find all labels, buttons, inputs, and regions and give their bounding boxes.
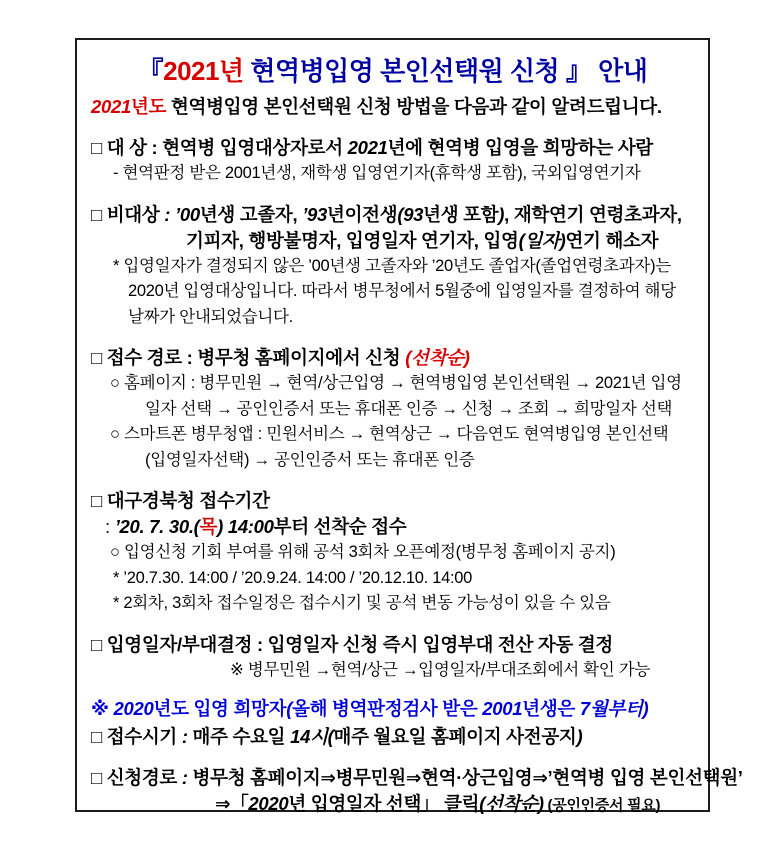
route-heading: □ 접수 경로 : 병무청 홈페이지에서 신청 (선착순) (91, 347, 470, 368)
nontarget-note-3: 날짜가 안내되었습니다. (128, 307, 293, 326)
nontarget-note-1: * 입영일자가 결정되지 않은 ’00년생 고졸자와 ’20년도 졸업자(졸업연령초과자)는 (113, 256, 671, 275)
route-app-step-2: (입영일자선택) → 공인인증서 또는 휴대폰 인증 (145, 450, 475, 469)
intro-line: 2021년도 현역병입영 본인선택원 신청 방법을 다음과 같이 알려드립니다. (91, 96, 662, 117)
decision-check-line: ※ 병무민원 →현역/상근 →입영일자/부대조회에서 확인 가능 (230, 660, 650, 679)
nontarget-continuation: 기피자, 행방불명자, 입영일자 연기자, 입영(일자)연기 해소자 (186, 229, 659, 251)
target-detail: - 현역판정 받은 2001년생, 재학생 입영연기자(휴학생 포함), 국외입영연기자 (113, 164, 641, 182)
route-app-step-1: ○ 스마트폰 병무청앱 : 민원서비스 → 현역상근 → 다음연도 현역병입영 본인선택 (110, 425, 669, 443)
target-heading: □ 대 상 : 현역병 입영대상자로서 2021년에 현역병 입영을 희망하는 사람 (91, 137, 653, 158)
route-web-step-2: 일자 선택 → 공인인증서 또는 휴대폰 인증 → 신청 → 조회 → 희망일자 선택 (145, 399, 673, 418)
receive-time-line: □ 접수시기 : 매주 수요일 14시(매주 월요일 홈페이지 사전공지) (91, 726, 583, 747)
period-rounds-line: * ’20.7.30. 14:00 / ’20.9.24. 14:00 / ’20.12.10. 14:00 (113, 568, 473, 587)
note-2020-applicants: ※ 2020년도 입영 희망자(올해 병역판정검사 받은 2001년생은 7월부터) (91, 698, 649, 719)
period-heading: □ 대구경북청 접수기간 (91, 490, 270, 511)
decision-heading: □ 입영일자/부대결정 : 입영일자 신청 즉시 입영부대 전산 자동 결정 (91, 633, 613, 655)
period-open-line: ○ 입영신청 기회 부여를 위해 공석 3회차 오픈예정(병무청 홈페이지 공지) (110, 543, 616, 561)
nontarget-note-2: 2020년 입영대상입니다. 따라서 병무청에서 5월중에 입영일자를 결정하여 해당 (128, 282, 676, 300)
period-date-line: : ’20. 7. 30.(목) 14:00부터 선착순 접수 (105, 516, 407, 537)
apply-path-heading: □ 신청경로 : 병무청 홈페이지⇒병무민원⇒현역·상근입영⇒’현역병 입영 본인선택원’ (91, 767, 743, 788)
apply-path-continuation: ⇒「2020년 입영일자 선택」 클릭(선착순) (공인인증서 필요) (215, 793, 661, 814)
route-web-step-1: ○ 홈페이지 : 병무민원 → 현역/상근입영 → 현역병입영 본인선택원 → 2021년 입영 (110, 374, 682, 392)
nontarget-heading: □ 비대상 : ’00년생 고졸자, ’93년이전생(93년생 포함), 재학연기 연령초과자, (91, 203, 682, 225)
notice-title: 『2021년 현역병입영 본인선택원 신청 』 안내 (137, 56, 648, 86)
period-caution-line: * 2회차, 3회차 접수일정은 접수시기 및 공석 변동 가능성이 있을 수 있음 (113, 594, 611, 612)
notice-border-frame (75, 38, 743, 814)
